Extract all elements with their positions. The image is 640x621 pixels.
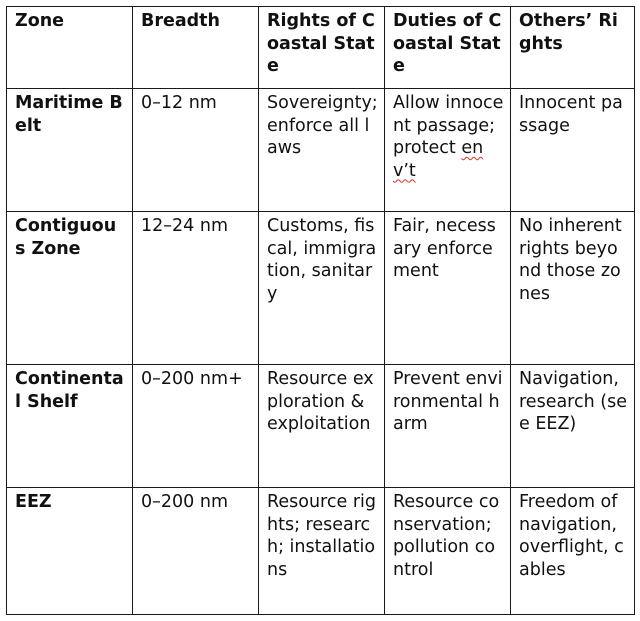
others-rights-cell: Freedom of navigation, overflight, cables: [511, 488, 635, 615]
breadth-cell: 0–12 nm: [133, 89, 259, 212]
rights-cell: Resource rights; research; installations: [259, 488, 385, 615]
duties-cell: Resource conservation; pollution control: [385, 488, 511, 615]
table-row: [7, 89, 635, 212]
zone-cell: EEZ: [7, 488, 133, 615]
header-rights: Rights of Coastal State: [259, 7, 385, 89]
header-duties: Duties of Coastal State: [385, 7, 511, 89]
table-header-row: [7, 7, 635, 89]
duties-cell: Prevent environmental harm: [385, 365, 511, 488]
maritime-zones-table: [6, 6, 635, 615]
duties-text: Allow innocent passage; protect: [393, 93, 504, 158]
rights-cell: Sovereignty; enforce all laws: [259, 89, 385, 212]
spellcheck-flagged-word: env’t: [393, 138, 484, 181]
duties-cell: Fair, necessary enforcement: [385, 212, 511, 365]
table-row: [7, 365, 635, 488]
others-rights-cell: Navigation, research (see EEZ): [511, 365, 635, 488]
header-others-rights: Others’ Rights: [511, 7, 635, 89]
table-row: [7, 212, 635, 365]
duties-cell: [385, 89, 511, 212]
zone-cell: Maritime Belt: [7, 89, 133, 212]
rights-cell: Customs, fiscal, immigration, sanitary: [259, 212, 385, 365]
table-row: [7, 488, 635, 615]
header-breadth: Breadth: [133, 7, 259, 89]
breadth-cell: 12–24 nm: [133, 212, 259, 365]
others-rights-cell: No inherent rights beyond those zones: [511, 212, 635, 365]
zone-cell: Continental Shelf: [7, 365, 133, 488]
breadth-cell: 0–200 nm+: [133, 365, 259, 488]
breadth-cell: 0–200 nm: [133, 488, 259, 615]
rights-cell: Resource exploration & exploitation: [259, 365, 385, 488]
header-zone: Zone: [7, 7, 133, 89]
others-rights-cell: Innocent passage: [511, 89, 635, 212]
zone-cell: Contiguous Zone: [7, 212, 133, 365]
